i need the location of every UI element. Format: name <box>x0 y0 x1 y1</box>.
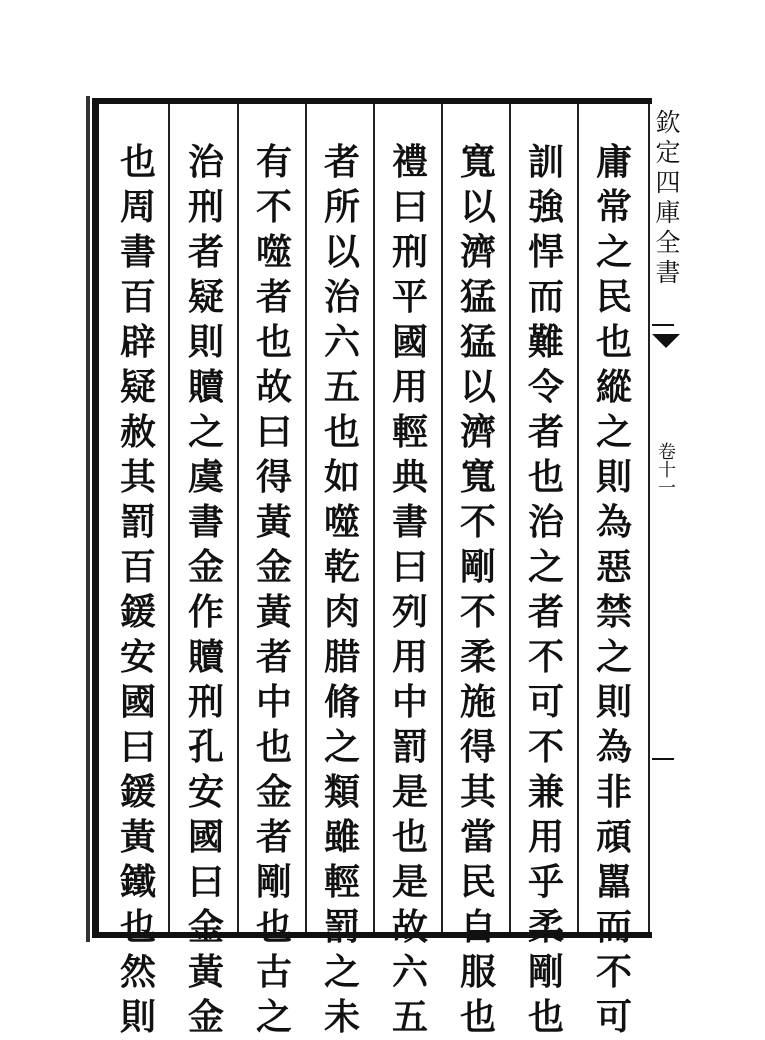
character: 者 <box>255 636 292 678</box>
character: 濟 <box>459 231 496 273</box>
volume-label: 卷十一 <box>655 442 676 496</box>
character: 之 <box>595 411 632 453</box>
character: 刑 <box>187 681 224 723</box>
character: 剛 <box>459 546 496 588</box>
character: 國 <box>119 681 156 723</box>
character: 金 <box>255 771 292 813</box>
character: 也 <box>119 906 156 948</box>
character: 噬 <box>255 231 292 273</box>
character: 而 <box>527 276 564 318</box>
character: 者 <box>255 276 292 318</box>
character: 強 <box>527 186 564 228</box>
character: 刑 <box>391 231 428 273</box>
character: 六 <box>323 321 360 363</box>
character: 乎 <box>527 861 564 903</box>
character: 頑 <box>595 816 632 858</box>
text-column-5 <box>314 140 370 1040</box>
character: 之 <box>187 411 224 453</box>
character: 不 <box>459 591 496 633</box>
character: 用 <box>527 816 564 858</box>
character: 柔 <box>459 636 496 678</box>
character: 用 <box>391 636 428 678</box>
character: 不 <box>527 726 564 768</box>
character: 不 <box>459 501 496 543</box>
character: 之 <box>323 951 360 993</box>
character: 不 <box>255 186 292 228</box>
character: 曰 <box>391 546 428 588</box>
character: 當 <box>459 816 496 858</box>
character: 罰 <box>323 906 360 948</box>
character: 類 <box>323 771 360 813</box>
character: 是 <box>391 861 428 903</box>
character: 疑 <box>119 366 156 408</box>
character: 則 <box>187 321 224 363</box>
character: 輕 <box>323 861 360 903</box>
character: 也 <box>527 456 564 498</box>
character: 也 <box>459 996 496 1038</box>
character: 縱 <box>595 366 632 408</box>
column-rule <box>305 104 307 932</box>
character: 百 <box>119 546 156 588</box>
text-column-7 <box>178 140 234 1040</box>
title-character: 全 <box>655 228 681 257</box>
book-title <box>654 108 682 288</box>
character: 中 <box>255 681 292 723</box>
character: 金 <box>187 546 224 588</box>
character: 罰 <box>119 501 156 543</box>
character: 疑 <box>187 276 224 318</box>
character: 柔 <box>527 906 564 948</box>
title-character: 四 <box>655 168 681 197</box>
character: 常 <box>595 186 632 228</box>
page-margin <box>652 98 682 938</box>
character: 難 <box>527 321 564 363</box>
character: 施 <box>459 681 496 723</box>
character: 曰 <box>391 186 428 228</box>
character: 安 <box>119 636 156 678</box>
character: 刑 <box>187 186 224 228</box>
title-character: 欽 <box>655 108 681 137</box>
character: 惡 <box>595 546 632 588</box>
character: 之 <box>323 726 360 768</box>
character: 者 <box>527 591 564 633</box>
column-rule <box>237 104 239 932</box>
character: 得 <box>459 726 496 768</box>
character: 禁 <box>595 591 632 633</box>
character: 訓 <box>527 141 564 183</box>
character: 故 <box>255 366 292 408</box>
character: 贖 <box>187 636 224 678</box>
character: 庸 <box>595 141 632 183</box>
character: 寬 <box>459 141 496 183</box>
character: 黃 <box>119 816 156 858</box>
character: 自 <box>459 906 496 948</box>
column-rule <box>648 104 650 932</box>
character: 國 <box>187 816 224 858</box>
character: 以 <box>459 186 496 228</box>
character: 五 <box>391 996 428 1038</box>
character: 其 <box>459 771 496 813</box>
character: 者 <box>323 141 360 183</box>
title-character: 庫 <box>655 198 681 227</box>
character: 悍 <box>527 231 564 273</box>
character: 乾 <box>323 546 360 588</box>
character: 黃 <box>255 501 292 543</box>
character: 五 <box>323 366 360 408</box>
character: 典 <box>391 456 428 498</box>
character: 禮 <box>391 141 428 183</box>
character: 辟 <box>119 321 156 363</box>
character: 鍰 <box>119 591 156 633</box>
fish-tail-mark <box>652 334 680 348</box>
character: 民 <box>459 861 496 903</box>
character: 則 <box>595 456 632 498</box>
character: 治 <box>187 141 224 183</box>
character: 所 <box>323 186 360 228</box>
character: 列 <box>391 591 428 633</box>
character: 兼 <box>527 771 564 813</box>
character: 金 <box>255 546 292 588</box>
character: 也 <box>527 996 564 1038</box>
character: 也 <box>391 816 428 858</box>
character: 之 <box>255 996 292 1038</box>
character: 赦 <box>119 411 156 453</box>
character: 則 <box>595 681 632 723</box>
character: 猛 <box>459 321 496 363</box>
character: 是 <box>391 771 428 813</box>
character: 者 <box>255 816 292 858</box>
column-rule <box>441 104 443 932</box>
character: 腊 <box>323 636 360 678</box>
character: 噬 <box>323 501 360 543</box>
character: 非 <box>595 771 632 813</box>
character: 民 <box>595 276 632 318</box>
character: 服 <box>459 951 496 993</box>
character: 雖 <box>323 816 360 858</box>
character: 也 <box>255 726 292 768</box>
character: 虞 <box>187 456 224 498</box>
column-rule <box>168 104 170 932</box>
character: 曰 <box>187 861 224 903</box>
character: 黃 <box>187 951 224 993</box>
character: 也 <box>323 411 360 453</box>
column-rule <box>577 104 579 932</box>
character: 可 <box>527 681 564 723</box>
character: 寬 <box>459 456 496 498</box>
character: 金 <box>187 996 224 1038</box>
character: 贖 <box>187 366 224 408</box>
character: 平 <box>391 276 428 318</box>
character: 周 <box>119 186 156 228</box>
character: 為 <box>595 726 632 768</box>
text-column-4 <box>382 140 438 1040</box>
character: 如 <box>323 456 360 498</box>
character: 剛 <box>527 951 564 993</box>
character: 而 <box>595 906 632 948</box>
character: 得 <box>255 456 292 498</box>
character: 也 <box>255 906 292 948</box>
character: 黃 <box>255 591 292 633</box>
character: 用 <box>391 366 428 408</box>
character: 以 <box>323 231 360 273</box>
character: 者 <box>527 411 564 453</box>
character: 書 <box>391 501 428 543</box>
character: 以 <box>459 366 496 408</box>
text-column-2 <box>518 140 574 1040</box>
character: 嚚 <box>595 861 632 903</box>
character: 國 <box>391 321 428 363</box>
character: 治 <box>527 501 564 543</box>
character: 鍰 <box>119 771 156 813</box>
text-column-8 <box>110 140 166 1040</box>
character: 故 <box>391 906 428 948</box>
character: 百 <box>119 276 156 318</box>
character: 然 <box>119 951 156 993</box>
character: 則 <box>119 996 156 1038</box>
character: 有 <box>255 141 292 183</box>
character: 六 <box>391 951 428 993</box>
character: 安 <box>187 771 224 813</box>
column-rule <box>373 104 375 932</box>
character: 中 <box>391 681 428 723</box>
margin-rule <box>652 324 674 326</box>
character: 其 <box>119 456 156 498</box>
character: 可 <box>595 996 632 1038</box>
character: 濟 <box>459 411 496 453</box>
title-character: 定 <box>655 138 681 167</box>
margin-rule <box>652 758 674 760</box>
character: 之 <box>595 636 632 678</box>
character: 曰 <box>119 726 156 768</box>
text-column-1 <box>586 140 642 1040</box>
character: 猛 <box>459 276 496 318</box>
character: 孔 <box>187 726 224 768</box>
character: 鐵 <box>119 861 156 903</box>
text-column-6 <box>246 140 302 1040</box>
character: 治 <box>323 276 360 318</box>
title-character: 書 <box>655 258 681 287</box>
character: 之 <box>595 231 632 273</box>
character: 未 <box>323 996 360 1038</box>
character: 也 <box>595 321 632 363</box>
character: 古 <box>255 951 292 993</box>
character: 也 <box>119 141 156 183</box>
character: 之 <box>527 546 564 588</box>
character: 令 <box>527 366 564 408</box>
character: 金 <box>187 906 224 948</box>
character: 脩 <box>323 681 360 723</box>
character: 為 <box>595 501 632 543</box>
character: 輕 <box>391 411 428 453</box>
character: 罰 <box>391 726 428 768</box>
character: 作 <box>187 591 224 633</box>
character: 書 <box>187 501 224 543</box>
character: 書 <box>119 231 156 273</box>
text-column-3 <box>450 140 506 1040</box>
character: 不 <box>527 636 564 678</box>
character: 剛 <box>255 861 292 903</box>
character: 肉 <box>323 591 360 633</box>
column-rule <box>509 104 511 932</box>
character: 也 <box>255 321 292 363</box>
character: 者 <box>187 231 224 273</box>
character: 不 <box>595 951 632 993</box>
page-edge <box>86 96 90 942</box>
character: 曰 <box>255 411 292 453</box>
